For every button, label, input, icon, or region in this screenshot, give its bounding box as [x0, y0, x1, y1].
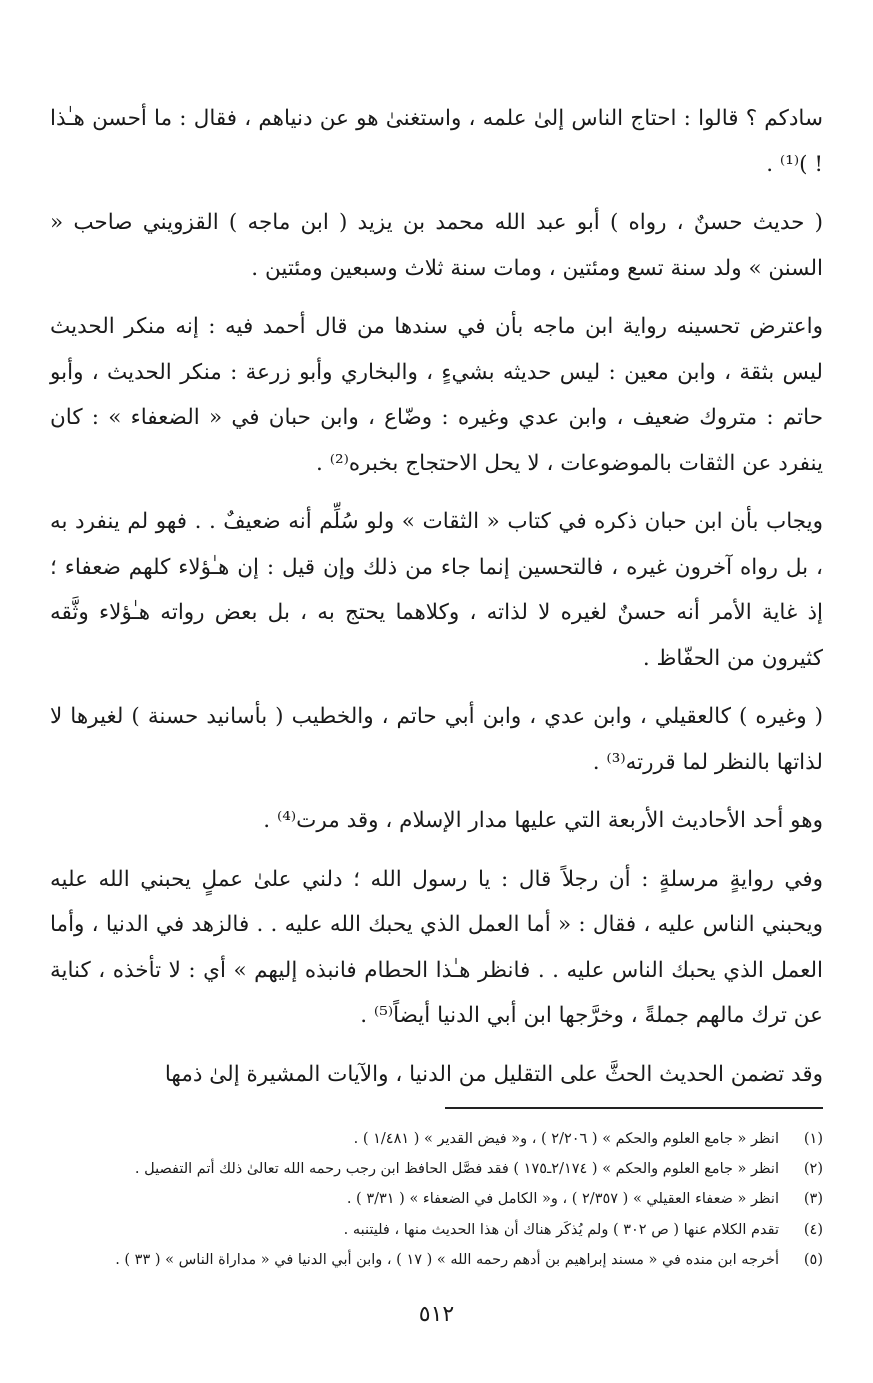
footnote-number: (٢)	[803, 1161, 823, 1178]
footnote-divider	[445, 1107, 823, 1109]
footnote-4	[40, 1215, 823, 1245]
main-text	[50, 96, 823, 1110]
paragraph-5: ( وغيره ) كالعقيلي ، وابن عدي ، وابن أبي حاتم ، والخطيب ( بأسانيد حسنة ) لغيرها لا لذاتها بالنظر لما قررته⁽³⁾ .	[50, 704, 823, 775]
footnote-number: (٤)	[803, 1221, 823, 1238]
footnote-text: أخرجه ابن منده في « مسند إبراهيم بن أدهم رحمه الله » ( ١٧ ) ، وابن أبي الدنيا في « مداراة الناس » ( ٣٣ ) .	[115, 1251, 779, 1268]
paragraph-4: ويجاب بأن ابن حبان ذكره في كتاب « الثقات » ولو سُلِّم أنه ضعيفٌ . . فهو لم ينفرد به ، بل رواه آخرون غيره ، فالتحسين إنما جاء من ذلك وإن قيل : إن هـٰؤلاء كلهم ضعفاء ؛ إذ غاية الأمر أنه حسنٌ لغيره لا لذاته ، وكلاهما يحتج به ، بل بعض رواته هـٰؤلاء وثَّقه كثيرون من الحفّاظ .	[50, 509, 823, 671]
footnote-number: (٥)	[803, 1251, 823, 1268]
paragraph-7: وفي روايةٍ مرسلةٍ : أن رجلاً قال : يا رسول الله ؛ دلني علىٰ عملٍ يحبني الله عليه ويحبني الناس عليه ، فقال : « أما العمل الذي يحبك الله عليه . . فالزهد في الدنيا ، وأما العمل الذي يحبك الناس عليه . . فانظر هـٰذا الحطام فانبذه إليهم » أي : لا تأخذه ، كناية عن ترك مالهم جملةً ، وخرَّجها ابن أبي الدنيا أيضاً⁽⁵⁾ .	[50, 866, 823, 1028]
footnote-number: (٣)	[803, 1191, 823, 1208]
footnote-text: تقدم الكلام عنها ( ص ٣٠٢ ) ولم يُذكَر هناك أن هذا الحديث منها ، فليتنبه .	[343, 1221, 779, 1238]
paragraph-3: واعترض تحسينه رواية ابن ماجه بأن في سندها من قال أحمد فيه : إنه منكر الحديث ليس بثقة ، وابن معين : ليس حديثه بشيءٍ ، والبخاري وأبو زرعة : منكر الحديث ، وأبو حاتم : متروك ضعيف ، وابن عدي وغيره : وضّاع ، وابن حبان في « الضعفاء » : كان ينفرد عن الثقات بالموضوعات ، لا يحل الاحتجاج بخبره⁽²⁾ .	[50, 314, 823, 476]
footnote-5	[40, 1245, 823, 1275]
paragraph-8: وقد تضمن الحديث الحثَّ على التقليل من الدنيا ، والآيات المشيرة إلىٰ ذمها	[164, 1061, 823, 1087]
footnote-3	[40, 1184, 823, 1214]
paragraph-1: سادكم ؟ قالوا : احتاج الناس إلىٰ علمه ، واستغنىٰ هو عن دنياهم ، فقال : ما أحسن هـٰذا ! )⁽¹⁾ .	[50, 106, 823, 177]
footnote-number: (١)	[803, 1131, 823, 1147]
page-number: ٥١٢	[418, 1302, 455, 1327]
footnote-1	[40, 1124, 823, 1154]
footnote-text: انظر « جامع العلوم والحكم » ( ٢/١٧٤ـ١٧٥ ) فقد فصَّل الحافظ ابن رجب رحمه الله تعالىٰ ذلك أتم التفصيل .	[134, 1161, 779, 1178]
footnote-text: انظر « جامع العلوم والحكم » ( ٢/٢٠٦ ) ، و« فيض القدير » ( ١/٤٨١ ) .	[353, 1131, 779, 1147]
footnote-2	[40, 1154, 823, 1184]
footnote-text: انظر « ضعفاء العقيلي » ( ٢/٣٥٧ ) ، و« الكامل في الضعفاء » ( ٣/٣١ ) .	[346, 1191, 779, 1208]
paragraph-2: ( حديث حسنٌ ، رواه ) أبو عبد الله محمد بن يزيد ( ابن ماجه ) القزويني صاحب « السنن » ولد سنة تسع ومئتين ، ومات سنة ثلاث وسبعين ومئتين .	[50, 210, 823, 281]
paragraph-6: وهو أحد الأحاديث الأربعة التي عليها مدار الإسلام ، وقد مرت⁽⁴⁾ .	[263, 808, 823, 833]
footnotes	[40, 1124, 823, 1275]
